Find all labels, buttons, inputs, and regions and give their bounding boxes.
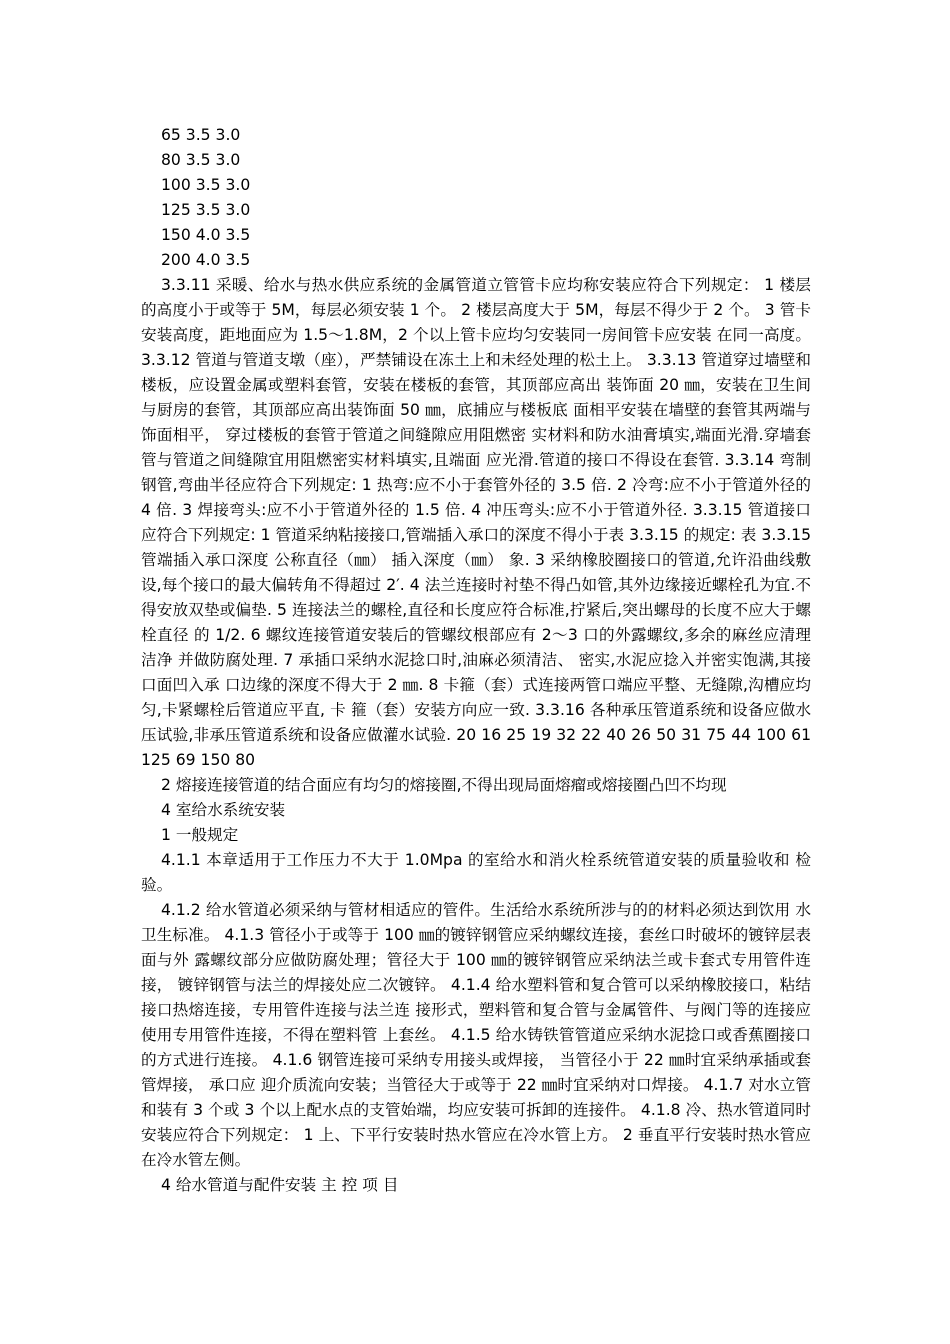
table-row: 65 3.5 3.0 [161, 126, 241, 144]
table-row: 80 3.5 3.0 [161, 151, 241, 169]
paragraph-4-1-2: 4.1.2 给水管道必须采纳与管材相适应的管件。生活给水系统所涉与的的材料必须达到饮用 水卫生标准。 4.1.3 管径小于或等于 100 ㎜的镀锌钢管应采纳螺纹连接，套丝口时破坏的镀锌层表面与外 露螺纹部分应做防腐处理；管径大于 100 ㎜的镀锌钢管应采纳法兰或卡套式专用管件连接， 镀锌钢管与法兰的焊接处应二次镀锌。 4.1.4 给水塑料管和复合管可以采纳橡胶接口，粘结接口热熔连接，专用管件连接与法兰连 接形式，塑料管和复合管与金属管件、与阀门等的连接应使用专用管件连接，不得在塑料管 上套丝。 4.1.5 给水铸铁管管道应采纳水泥捻口或香蕉圈接口的方式进行连接。 4.1.6 钢管连接可采纳专用接头或焊接， 当管径小于 22 ㎜时宜采纳承插或套管焊接， 承口应 迎介质流向安装；当管径大于或等于 22 ㎜时宜采纳对口焊接。 4.1.7 对水立管和装有 3 个或 3 个以上配水点的支管始端，均应安装可拆卸的连接件。 4.1.8 冷、热水管道同时安装应符合下列规定： 1 上、下平行安装时热水管应在冷水管上方。 2 垂直平行安装时热水管应在冷水管左侧。 [141, 901, 811, 1169]
table-row: 100 3.5 3.0 [161, 176, 251, 194]
line-fusion-joint: 2 熔接连接管道的结合面应有均匀的熔接圈,不得出现局面熔瘤或熔接圈凸凹不均现 [161, 776, 727, 794]
table-row: 150 4.0 3.5 [161, 226, 251, 244]
table-row: 200 4.0 3.5 [161, 251, 251, 269]
table-row: 125 3.5 3.0 [161, 201, 251, 219]
document-page [141, 123, 811, 1198]
subsection-heading: 4 给水管道与配件安装 主 控 项 目 [161, 1176, 399, 1194]
subsection-heading: 1 一般规定 [161, 826, 239, 844]
section-heading: 4 室给水系统安装 [161, 801, 286, 819]
paragraph-4-1-1: 4.1.1 本章适用于工作压力不大于 1.0Mpa 的室给水和消火栓系统管道安装的质量验收和 检验。 [141, 851, 811, 894]
paragraph-3-3-11: 3.3.11 采暖、给水与热水供应系统的金属管道立管管卡应均称安装应符合下列规定： 1 楼层的高度小于或等于 5M，每层必须安装 1 个。 2 楼层高度大于 5M，每层不得少于 2 个。 3 管卡安装高度，距地面应为 1.5～1.8M，2 个以上管卡应均匀安装同一房间管卡应安装 在同一高度。 3.3.12 管道与管道支墩（座），严禁铺设在冻土上和未经处理的松土上。 3.3.13 管道穿过墙壁和楼板，应设置金属或塑料套管，安装在楼板的套管，其顶部应高出 装饰面 20 ㎜，安装在卫生间与厨房的套管，其顶部应高出装饰面 50 ㎜，底捕应与楼板底 面相平安装在墙壁的套管其两端与饰面相平， 穿过楼板的套管于管道之间缝隙应用阻燃密 实材料和防水油膏填实,端面光滑.穿墙套管与管道之间缝隙宜用阻燃密实材料填实,且端面 应光滑.管道的接口不得设在套管. 3.3.14 弯制钢管,弯曲半径应符合下列规定: 1 热弯:应不小于套管外径的 3.5 倍. 2 冷弯:应不小于管道外径的 4 倍. 3 焊接弯头:应不小于管道外径的 1.5 倍. 4 冲压弯头:应不小于管道外径. 3.3.15 管道接口应符合下列规定: 1 管道采纳粘接接口,管端插入承口的深度不得小于表 3.3.15 的规定: 表 3.3.15 管端插入承口深度 公称直径（㎜） 插入深度（㎜） 象. 3 采纳橡胶圈接口的管道,允许沿曲线敷设,每个接口的最大偏转角不得超过 2′. 4 法兰连接时衬垫不得凸如管,其外边缘接近螺栓孔为宜.不得安放双垫或偏垫. 5 连接法兰的螺栓,直径和长度应符合标准,拧紧后,突出螺母的长度不应大于螺栓直径 的 1/2. 6 螺纹连接管道安装后的管螺纹根部应有 2～3 口的外露螺纹,多余的麻丝应清理洁净 并做防腐处理. 7 承插口采纳水泥捻口时,油麻必须清洁、 密实,水泥应捻入并密实饱满,其接口面凹入承 口边缘的深度不得大于 2 ㎜. 8 卡箍（套）式连接两管口端应平整、无缝隙,沟槽应均匀,卡紧螺栓后管道应平直, 卡 箍（套）安装方向应一致. 3.3.16 各种承压管道系统和设备应做水压试验,非承压管道系统和设备应做灌水试验. 20 16 25 19 32 22 40 26 50 31 75 44 100 61 125 69 150 80 [141, 276, 811, 769]
